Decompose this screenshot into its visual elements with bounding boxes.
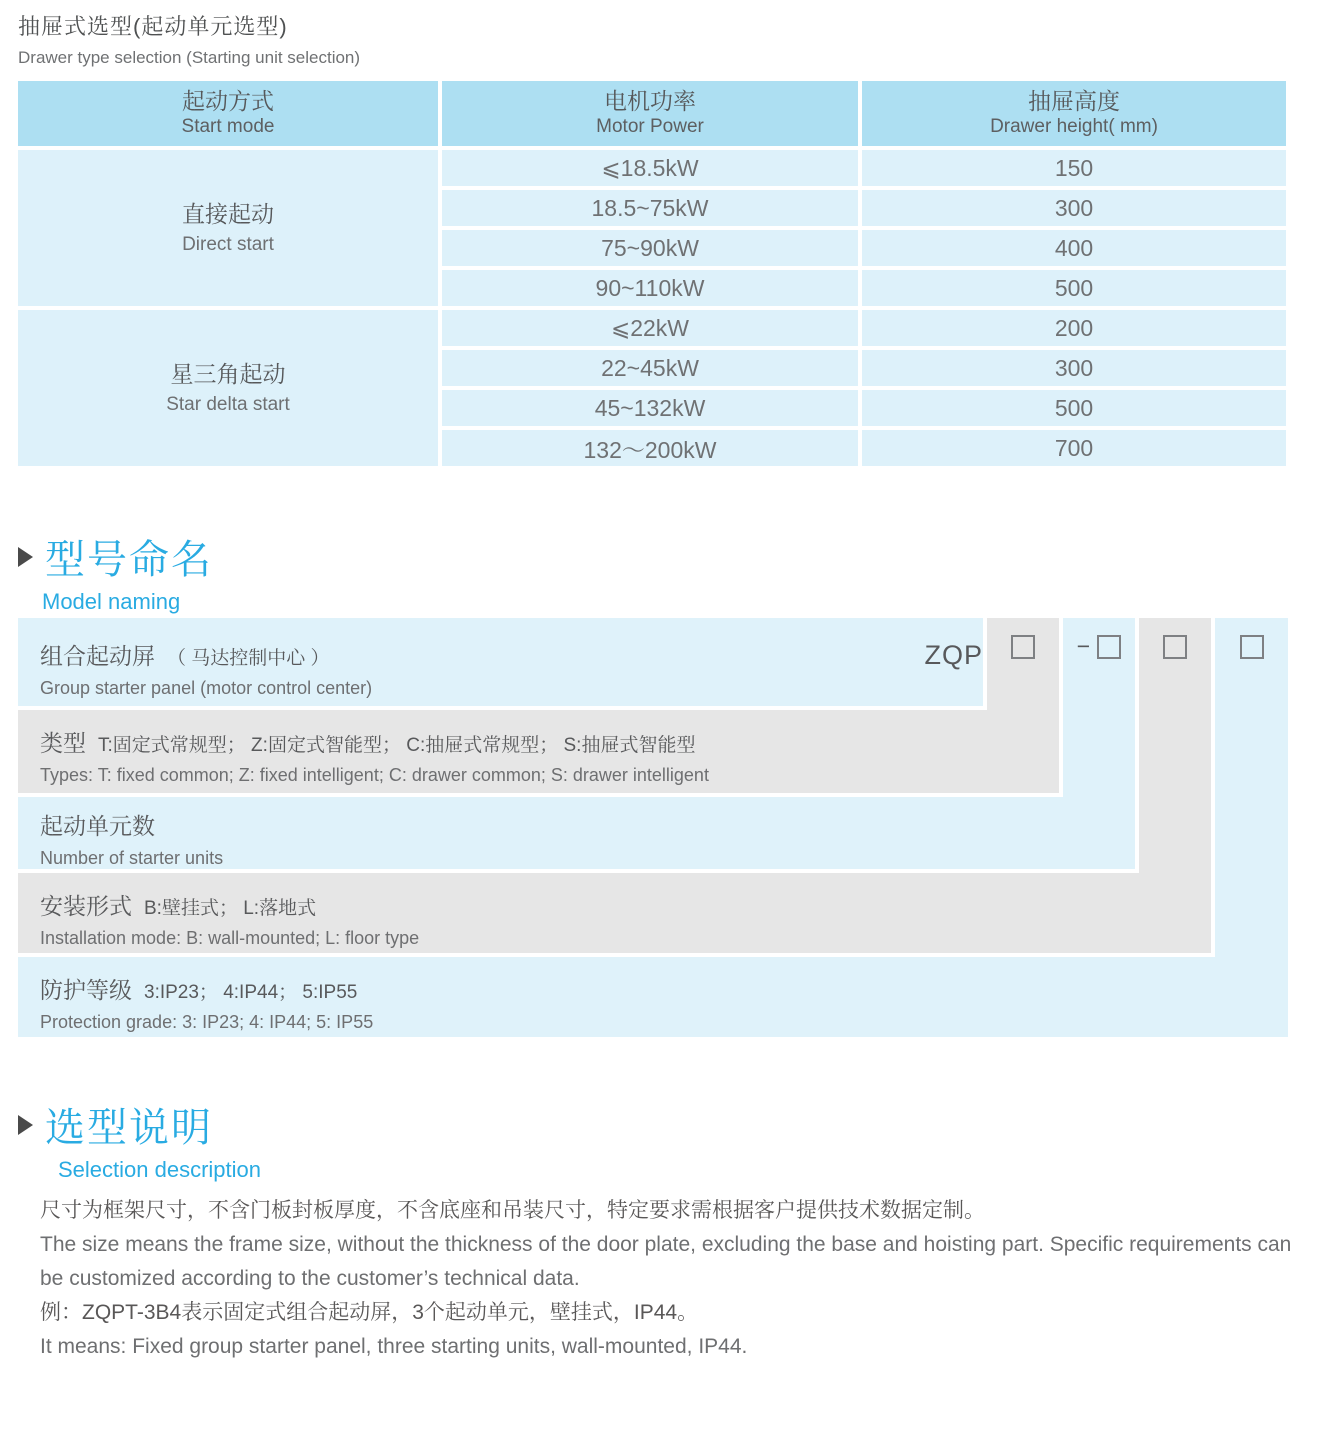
header-start-mode-zh: 起动方式 (182, 88, 274, 115)
cell-star-delta-start-zh: 星三角起动 (170, 360, 286, 387)
row-product-label: 组合起动屏 (40, 643, 155, 669)
header-motor-power-zh: 电机功率 (604, 88, 696, 115)
cell-star-delta-start (18, 310, 438, 466)
cell-power: 22~45kW (442, 350, 858, 386)
code-stripe-units (1063, 618, 1135, 869)
cell-power: ⩽22kW (442, 310, 858, 346)
header-motor-power (442, 81, 858, 146)
code-stripe-type (987, 618, 1059, 793)
model-naming-row-protection (18, 957, 1288, 1037)
header-drawer-height-en: Drawer height( mm) (990, 115, 1158, 137)
row-protection-zh (18, 957, 1288, 1005)
code-box-installation (1163, 635, 1187, 659)
column-drawer-height (862, 81, 1286, 466)
row-units-en: Number of starter units (40, 848, 224, 868)
cell-power: 18.5~75kW (442, 190, 858, 226)
arrow-right-icon (18, 547, 33, 567)
header-start-mode (18, 81, 438, 146)
model-naming-row-product (18, 618, 983, 706)
cell-height: 500 (862, 390, 1286, 426)
code-stripe-installation (1139, 618, 1211, 953)
cell-height: 300 (862, 190, 1286, 226)
drawer-selection-title-en: Drawer type selection (Starting unit selection) (18, 48, 361, 67)
cell-power: ⩽18.5kW (442, 150, 858, 186)
cell-direct-start-en: Direct start (182, 233, 274, 255)
drawer-selection-title (18, 10, 360, 68)
drawer-selection-table (18, 81, 1286, 466)
code-box-protection (1240, 635, 1264, 659)
cell-height: 200 (862, 310, 1286, 346)
example-en: It means: Fixed group starter panel, three starting units, wall-mounted, IP44. (40, 1335, 748, 1358)
row-type-detail: T:固定式常规型； Z:固定式智能型； C:抽屉式常规型； S:抽屉式智能型 (98, 735, 696, 756)
row-units-zh (18, 797, 1135, 841)
drawer-selection-title-zh: 抽屉式选型(起动单元选型) (18, 14, 288, 39)
row-installation-label: 安装形式 (40, 893, 132, 919)
row-product-detail: （ 马达控制中心 ） (167, 648, 330, 669)
cell-star-delta-start-en: Star delta start (166, 393, 290, 415)
cell-height: 700 (862, 430, 1286, 466)
description-zh: 尺寸为框架尺寸，不含门板封板厚度，不含底座和吊装尺寸，特定要求需根据客户提供技术数据定制。 (40, 1199, 985, 1222)
cell-height: 300 (862, 350, 1286, 386)
model-prefix: ZQP (924, 640, 983, 670)
example-zh: 例：ZQPT-3B4表示固定式组合起动屏，3个起动单元，壁挂式，IP44。 (40, 1301, 699, 1324)
cell-height: 150 (862, 150, 1286, 186)
header-motor-power-en: Motor Power (596, 115, 704, 137)
cell-power: 45~132kW (442, 390, 858, 426)
row-protection-detail: 3:IP23； 4:IP44； 5:IP55 (144, 982, 358, 1003)
row-product-en: Group starter panel (motor control center) (40, 678, 373, 698)
cell-power: 75~90kW (442, 230, 858, 266)
arrow-right-icon (18, 1115, 33, 1135)
column-motor-power (442, 81, 858, 466)
header-drawer-height-zh: 抽屉高度 (1028, 88, 1120, 115)
header-drawer-height (862, 81, 1286, 146)
selection-description-heading-zh: 选型说明 (45, 1106, 213, 1150)
description-en: The size means the frame size, without the thickness of the door plate, excluding the base and hoisting part. Specific requirements can be customized according to the customer’s technical data. (40, 1233, 1292, 1290)
model-naming-heading-zh: 型号命名 (45, 538, 213, 582)
selection-description-heading-en: Selection description (58, 1157, 262, 1182)
row-protection-label: 防护等级 (40, 977, 132, 1003)
cell-direct-start-zh: 直接起动 (182, 200, 274, 227)
cell-power: 90~110kW (442, 270, 858, 306)
model-naming-diagram (18, 618, 1288, 1037)
selection-description-text (40, 1194, 1292, 1364)
row-type-en: Types: T: fixed common; Z: fixed intelligent; C: drawer common; S: drawer intelligent (40, 765, 709, 785)
model-naming-heading-en: Model naming (42, 589, 181, 614)
model-naming-row-units (18, 797, 1135, 869)
code-stripe-protection (1215, 618, 1288, 1037)
column-start-mode (18, 81, 438, 466)
model-naming-row-type (18, 710, 1059, 793)
code-box-type (1011, 635, 1035, 659)
row-type-label: 类型 (40, 730, 86, 756)
code-dash: − (1076, 633, 1091, 659)
cell-power: 132～200kW (442, 430, 858, 466)
row-protection-en: Protection grade: 3: IP23; 4: IP44; 5: IP55 (40, 1012, 374, 1032)
selection-description-heading (18, 1096, 261, 1183)
code-box-units (1097, 635, 1121, 659)
header-start-mode-en: Start mode (181, 115, 275, 137)
cell-height: 500 (862, 270, 1286, 306)
row-type-zh (18, 710, 1059, 758)
row-product-zh (18, 618, 983, 671)
row-units-label: 起动单元数 (40, 813, 155, 839)
cell-height: 400 (862, 230, 1286, 266)
row-installation-zh (18, 873, 1211, 921)
model-naming-row-installation (18, 873, 1211, 953)
row-installation-detail: B:壁挂式； L:落地式 (144, 898, 317, 919)
cell-direct-start (18, 150, 438, 306)
model-naming-heading (18, 528, 213, 615)
row-installation-en: Installation mode: B: wall-mounted; L: floor type (40, 928, 420, 948)
